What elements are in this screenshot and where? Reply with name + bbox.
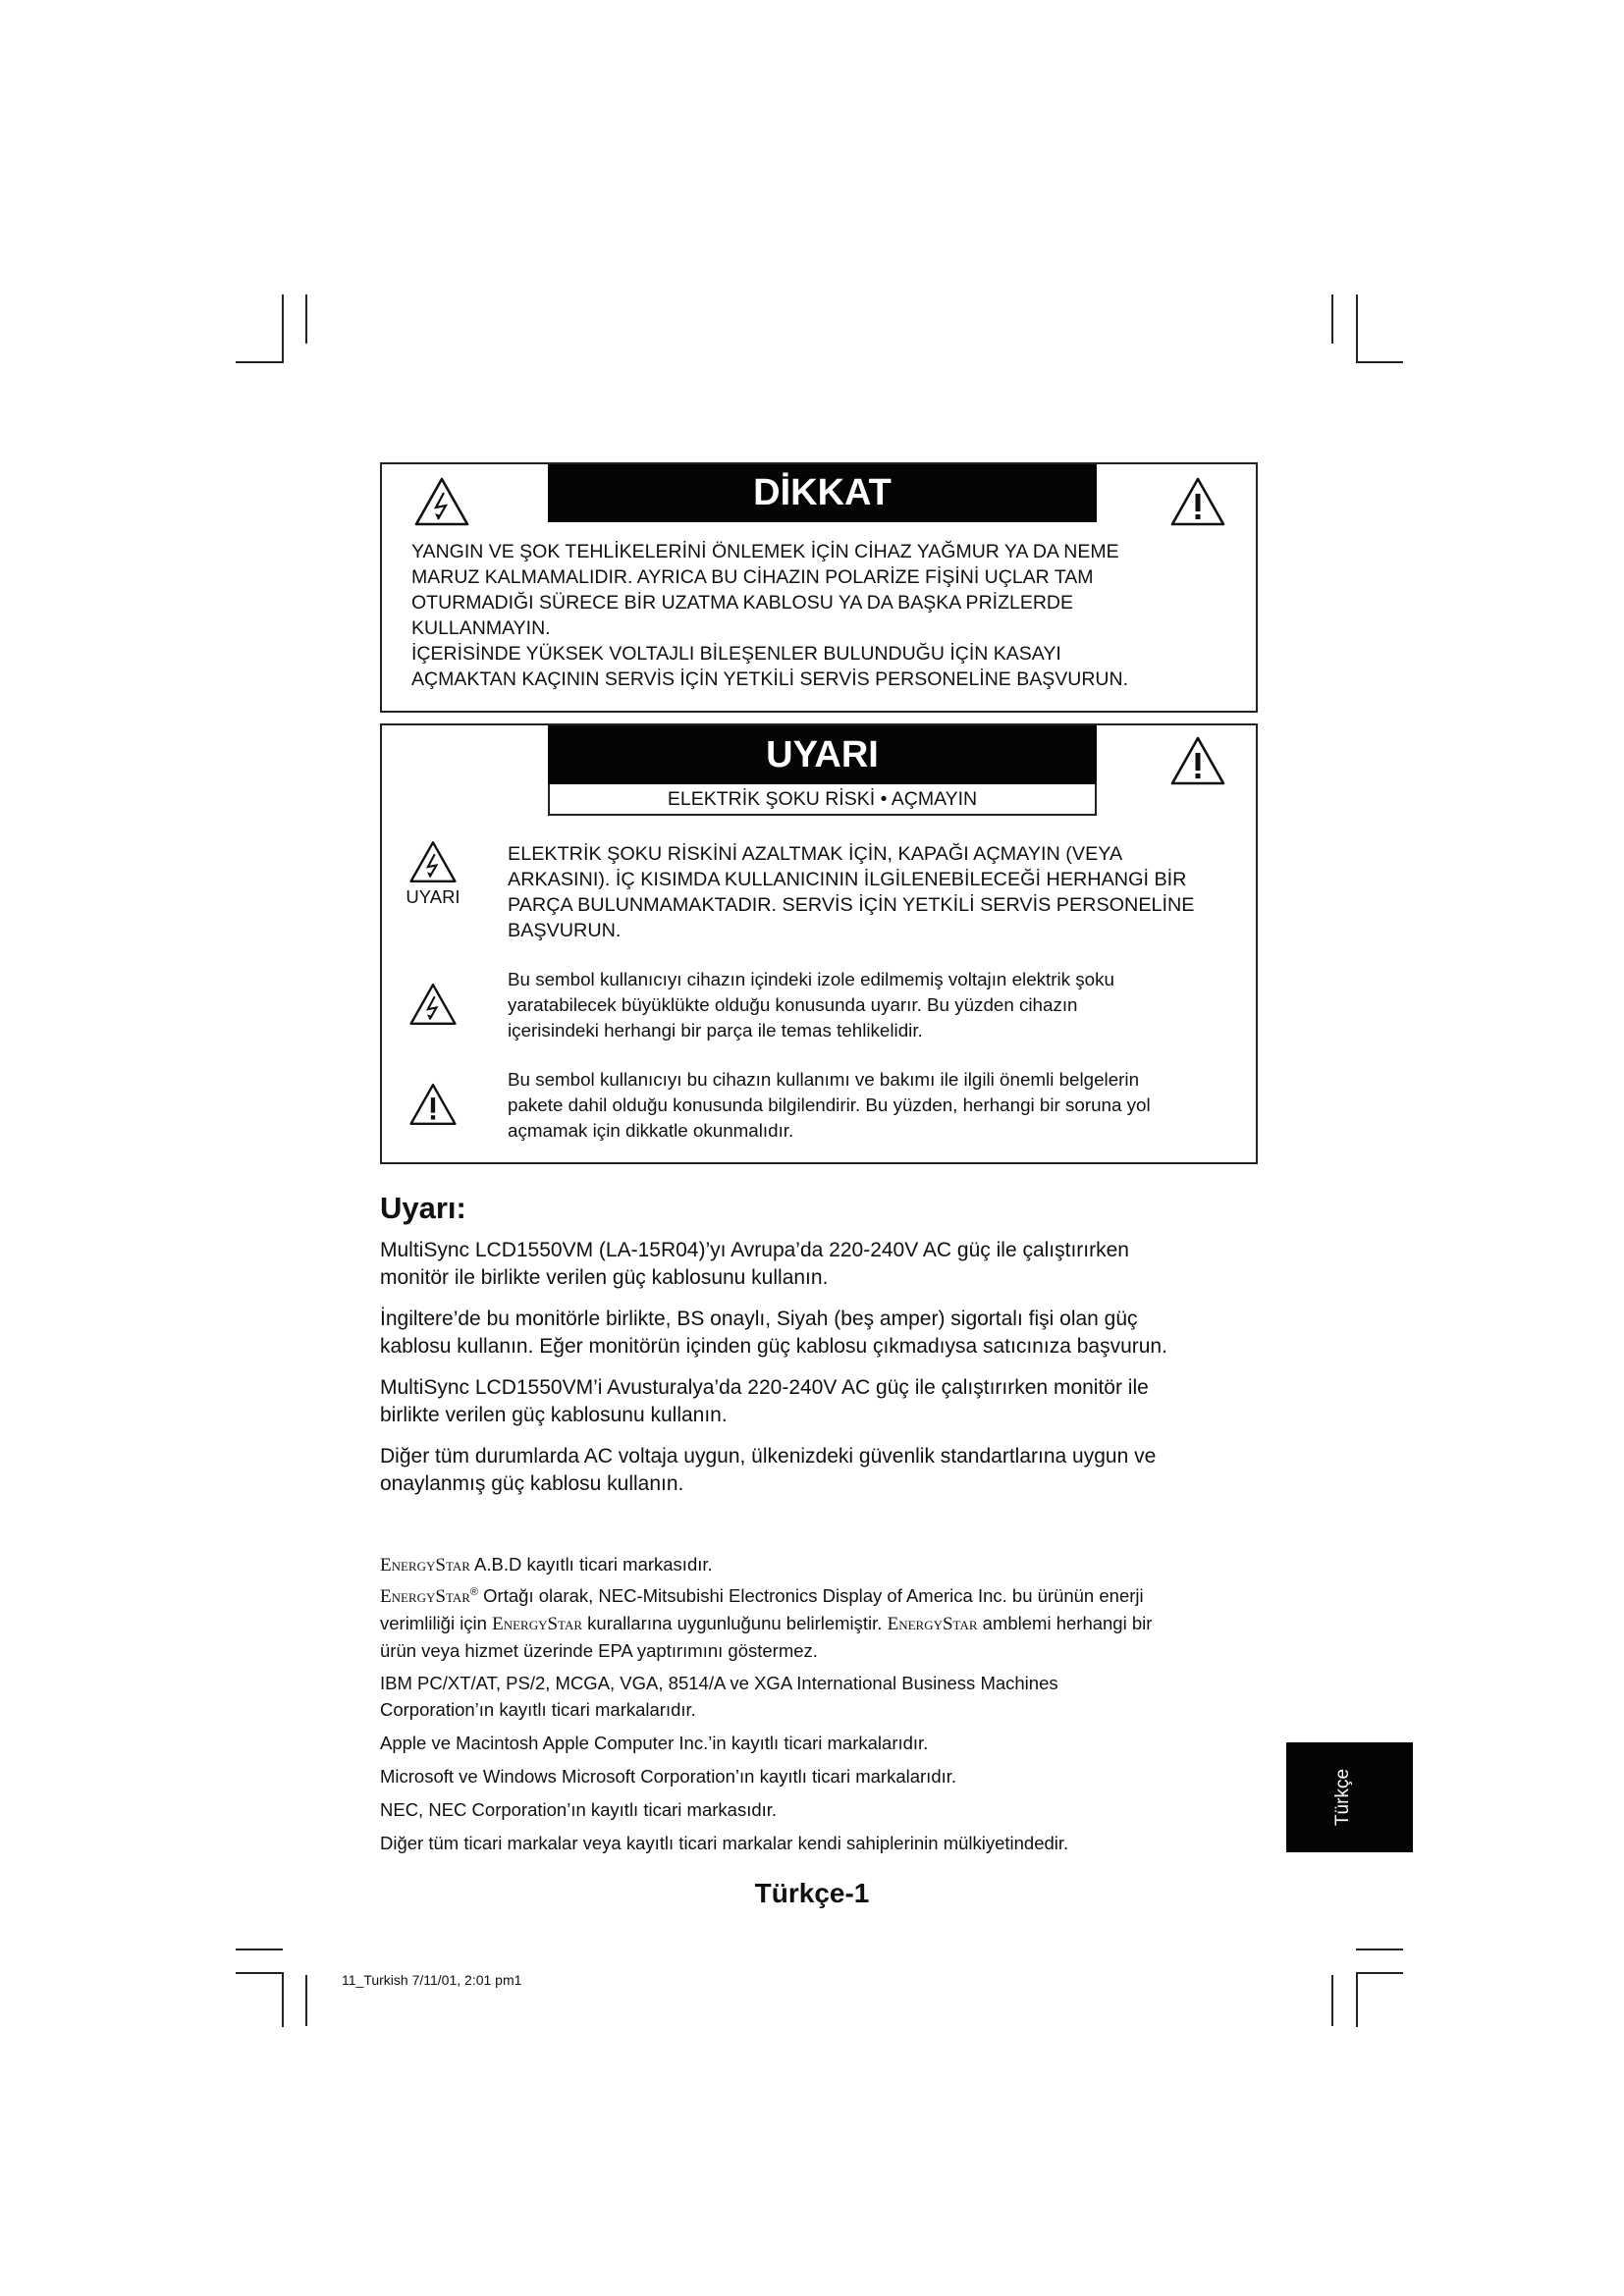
crop-mark xyxy=(1356,361,1403,363)
energystar-mark: EnergyStar xyxy=(380,1586,470,1608)
lightning-symbol-text xyxy=(508,967,1254,1043)
apple-note: Apple ve Macintosh Apple Computer Inc.’in kayıtlı ticari markalarıdır. xyxy=(380,1733,929,1754)
paragraph xyxy=(380,1306,1244,1361)
energystar-text: amblemi herhangi bir xyxy=(977,1613,1153,1634)
crop-mark xyxy=(1331,294,1333,344)
uyari-main-line: BAŞVURUN. xyxy=(508,920,622,941)
uyari-banner: UYARI xyxy=(548,725,1097,784)
footer-slug: 11_Turkish 7/11/01, 2:01 pm1 xyxy=(342,1972,522,1988)
crop-mark xyxy=(1356,1972,1403,1974)
ibm-note xyxy=(380,1670,1264,1723)
uyari-subtitle: ELEKTRİK ŞOKU RİSKİ • AÇMAYIN xyxy=(548,784,1097,816)
exclamation-symbol-line: açmamak için dikkatle okunmalıdır. xyxy=(508,1120,794,1141)
uyari-main-line: ARKASINI). İÇ KISIMDA KULLANICININ İLGİLENEBİLECEĞİ HERHANGİ BİR xyxy=(508,869,1187,890)
page-number: Türkçe-1 xyxy=(754,1878,870,1908)
energystar-mark: EnergyStar xyxy=(380,1555,470,1575)
crop-mark xyxy=(305,1975,307,2026)
lightning-symbol-line: yaratabilecek büyüklükte olduğu konusunda uyarır. Bu yüzden cihazın xyxy=(508,994,1078,1015)
energystar-note xyxy=(380,1579,1264,1664)
uyari-icon-label: UYARI xyxy=(406,886,460,907)
energystar-mark: EnergyStar xyxy=(887,1614,978,1635)
energystar-text: ürün veya hizmet üzerinde EPA yaptırımını göstermez. xyxy=(380,1640,818,1662)
registered-mark: ® xyxy=(469,1586,479,1598)
section-heading: Uyarı: xyxy=(380,1191,466,1225)
paragraph-line: kablosu kullanın. Eğer monitörün içinden güç kablosu çıkmadıysa satıcınıza başvurun. xyxy=(380,1335,1167,1358)
ibm-line: IBM PC/XT/AT, PS/2, MCGA, VGA, 8514/A ve XGA International Business Machines xyxy=(380,1673,1058,1694)
crop-mark xyxy=(282,294,284,363)
lightning-warning-icon xyxy=(413,476,470,527)
dikkat-text xyxy=(411,539,1246,692)
exclamation-symbol-line: pakete dahil olduğu konusunda bilgilendirir. Bu yüzden, herhangi bir soruna yol xyxy=(508,1095,1151,1115)
energystar-text: kurallarına uygunluğunu belirlemiştir. xyxy=(582,1613,888,1634)
lightning-warning-icon xyxy=(408,839,458,884)
microsoft-note: Microsoft ve Windows Microsoft Corporation’ın kayıtlı ticari markalarıdır. xyxy=(380,1766,957,1788)
crop-mark xyxy=(236,1972,283,1974)
dikkat-banner: DİKKAT xyxy=(548,464,1097,522)
paragraph xyxy=(380,1237,1244,1292)
energystar-note xyxy=(380,1551,1264,1578)
uyari-main-line: PARÇA BULUNMAMAKTADIR. SERVİS İÇİN YETKİLİ SERVİS PERSONELİNE xyxy=(508,894,1195,916)
trademark-notes xyxy=(380,1551,1264,1856)
uyari-main-text xyxy=(508,841,1254,943)
paragraph xyxy=(380,1374,1244,1429)
dikkat-line: İÇERİSİNDE YÜKSEK VOLTAJLI BİLEŞENLER BULUNDUĞU İÇİN KASAYI xyxy=(411,643,1061,665)
energystar-mark: EnergyStar xyxy=(492,1614,583,1635)
uyari-paragraphs xyxy=(380,1237,1244,1498)
paragraph-line: MultiSync LCD1550VM (LA-15R04)’yı Avrupa’da 220-240V AC güç ile çalıştırırken xyxy=(380,1239,1129,1261)
dikkat-box xyxy=(380,462,1258,713)
paragraph-line: Diğer tüm durumlarda AC voltaja uygun, ülkenizdeki güvenlik standartlarına uygun ve xyxy=(380,1445,1157,1468)
nec-note: NEC, NEC Corporation’ın kayıtlı ticari markasıdır. xyxy=(380,1799,778,1821)
crop-mark xyxy=(282,1972,284,2027)
paragraph-line: birlikte verilen güç kablosunu kullanın. xyxy=(380,1404,728,1426)
exclamation-symbol-line: Bu sembol kullanıcıyı bu cihazın kullanımı ve bakımı ile ilgili önemli belgelerin xyxy=(508,1069,1140,1090)
crop-mark xyxy=(236,1949,283,1950)
lightning-symbol-line: içerisindeki herhangi bir parça ile temas tehlikelidir. xyxy=(508,1020,923,1041)
exclamation-symbol-text xyxy=(508,1067,1254,1144)
crop-mark xyxy=(236,361,283,363)
dikkat-line: AÇMAKTAN KAÇININ SERVİS İÇİN YETKİLİ SERVİS PERSONELİNE BAŞVURUN. xyxy=(411,668,1129,690)
ibm-line: Corporation’ın kayıtlı ticari markalarıdır. xyxy=(380,1699,696,1721)
crop-mark xyxy=(1356,1949,1403,1950)
dikkat-line: YANGIN VE ŞOK TEHLİKELERİNİ ÖNLEMEK İÇİN CİHAZ YAĞMUR YA DA NEME xyxy=(411,541,1119,562)
paragraph-line: onaylanmış güç kablosu kullanın. xyxy=(380,1472,684,1495)
energystar-text: A.B.D kayıtlı ticari markasıdır. xyxy=(469,1554,713,1575)
dikkat-line: OTURMADIĞI SÜRECE BİR UZATMA KABLOSU YA DA BAŞKA PRİZLERDE xyxy=(411,592,1073,614)
crop-mark xyxy=(1356,294,1358,363)
crop-mark xyxy=(1331,1975,1333,2026)
uyari-main-line: ELEKTRİK ŞOKU RİSKİNİ AZALTMAK İÇİN, KAPAĞI AÇMAYIN (VEYA xyxy=(508,843,1123,865)
other-trademarks-note: Diğer tüm ticari markalar veya kayıtlı ticari markalar kendi sahiplerinin mülkiyetindedir. xyxy=(380,1833,1069,1854)
paragraph xyxy=(380,1443,1244,1498)
crop-mark xyxy=(1356,1972,1358,2027)
language-side-tab xyxy=(1286,1742,1413,1852)
language-side-tab-label: Türkçe xyxy=(1332,1768,1353,1827)
lightning-warning-icon xyxy=(408,982,458,1027)
dikkat-line: KULLANMAYIN. xyxy=(411,617,551,639)
paragraph-line: İngiltere’de bu monitörle birlikte, BS onaylı, Siyah (beş amper) sigortalı fişi olan güç xyxy=(380,1308,1138,1330)
paragraph-line: monitör ile birlikte verilen güç kablosunu kullanın. xyxy=(380,1266,829,1289)
uyari-box xyxy=(380,723,1258,1164)
crop-mark xyxy=(305,294,307,344)
lightning-symbol-line: Bu sembol kullanıcıyı cihazın içindeki izole edilmemiş voltajın elektrik şoku xyxy=(508,969,1114,989)
dikkat-line: MARUZ KALMAMALIDIR. AYRICA BU CİHAZIN POLARİZE FİŞİNİ UÇLAR TAM xyxy=(411,566,1094,588)
paragraph-line: MultiSync LCD1550VM’i Avusturalya’da 220-240V AC güç ile çalıştırırken monitör ile xyxy=(380,1376,1149,1399)
energystar-text: verimliliği için xyxy=(380,1613,493,1634)
exclamation-warning-icon xyxy=(1169,476,1226,527)
exclamation-warning-icon xyxy=(1169,735,1226,786)
exclamation-warning-icon xyxy=(408,1082,458,1127)
energystar-text: Ortağı olarak, NEC-Mitsubishi Electronics Display of America Inc. bu ürünün enerji xyxy=(478,1585,1144,1607)
